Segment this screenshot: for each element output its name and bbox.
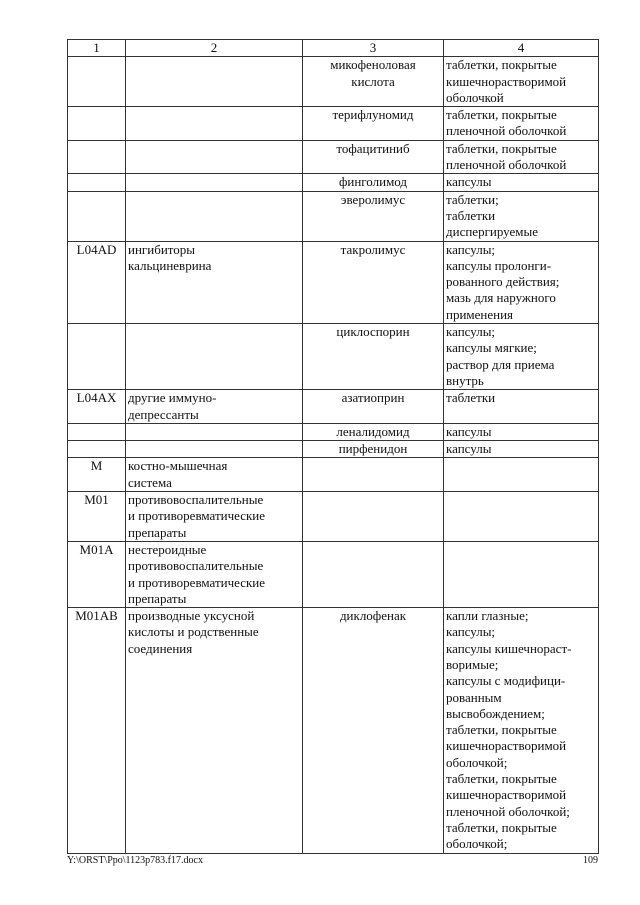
drug-name-line: циклоспорин: [336, 324, 410, 340]
dosage-forms-cell: [444, 107, 599, 141]
dosage-forms-line: капсулы: [446, 174, 492, 190]
atc-code-cell: [68, 107, 126, 141]
dosage-forms-cell: [444, 241, 599, 323]
footer-file-path: Y:\ORST\Ppo\1123p783.f17.docx: [67, 855, 203, 866]
atc-code-cell: [68, 57, 126, 107]
atc-code: M: [90, 458, 103, 474]
atc-code-cell: [68, 324, 126, 390]
dosage-forms-cell: [444, 441, 599, 458]
drug-name-cell: [303, 608, 444, 853]
drug-name-cell: [303, 324, 444, 390]
dosage-forms-line: кишечнорастворимой: [446, 787, 567, 803]
dosage-forms-line: таблетки, покрытые: [446, 57, 557, 73]
table-row: [68, 541, 599, 607]
drug-name-line: терифлуномид: [332, 107, 414, 123]
atc-code-cell: [68, 423, 126, 440]
table-row: [68, 458, 599, 492]
drug-name-cell: [303, 423, 444, 440]
drug-name-line: леналидомид: [336, 423, 410, 439]
group-name-line: препараты: [128, 524, 187, 540]
drug-name-cell: [303, 241, 444, 323]
table-row: [68, 390, 599, 424]
dosage-forms-line: капсулы: [446, 441, 492, 457]
dosage-forms-cell: [444, 492, 599, 542]
group-name-line: костно-мышечная: [128, 458, 228, 474]
atc-code-cell: [68, 608, 126, 853]
dosage-forms-line: диспергируемые: [446, 224, 539, 240]
group-name-line: препараты: [128, 590, 187, 606]
drug-name-cell: [303, 541, 444, 607]
dosage-forms-line: таблетки, покрытые: [446, 140, 557, 156]
column-header-3: 3: [303, 40, 444, 57]
group-name-cell: [126, 390, 303, 424]
drug-name-line: кислота: [351, 73, 395, 89]
dosage-forms-line: применения: [446, 306, 514, 322]
table-header-row: [68, 40, 599, 57]
dosage-forms-line: внутрь: [446, 372, 484, 388]
drug-name-cell: [303, 57, 444, 107]
drug-name-cell: [303, 107, 444, 141]
table-row: [68, 140, 599, 174]
dosage-forms-line: кишечнорастворимой: [446, 738, 567, 754]
dosage-forms-line: капсулы;: [446, 624, 496, 640]
atc-code: M01: [84, 492, 109, 508]
table-body: [68, 57, 599, 853]
group-name-cell: [126, 458, 303, 492]
dosage-forms-line: капсулы: [446, 423, 492, 439]
dosage-forms-line: таблетки, покрытые: [446, 107, 557, 123]
atc-code: M01A: [79, 541, 114, 557]
dosage-forms-cell: [444, 191, 599, 241]
atc-code-cell: [68, 191, 126, 241]
drug-name-cell: [303, 174, 444, 191]
dosage-forms-cell: [444, 608, 599, 853]
dosage-forms-line: оболочкой;: [446, 836, 508, 852]
dosage-forms-line: кишечнорастворимой: [446, 73, 567, 89]
drug-name-cell: [303, 492, 444, 542]
dosage-forms-line: таблетки, покрытые: [446, 771, 557, 787]
dosage-forms-line: таблетки, покрытые: [446, 819, 557, 835]
atc-code-cell: [68, 441, 126, 458]
drug-name-line: микофеноловая: [330, 57, 416, 73]
drug-name-cell: [303, 458, 444, 492]
dosage-forms-line: таблетки, покрытые: [446, 722, 557, 738]
drug-table: [67, 39, 599, 854]
table-row: [68, 241, 599, 323]
table-row: [68, 57, 599, 107]
group-name-line: и противоревматические: [128, 574, 266, 590]
group-name-cell: [126, 191, 303, 241]
table-row: [68, 174, 599, 191]
group-name-line: кислоты и родственные: [128, 624, 259, 640]
atc-code-cell: [68, 241, 126, 323]
group-name-line: депрессанты: [128, 406, 199, 422]
atc-code: L04AD: [76, 241, 117, 257]
dosage-forms-line: пленочной оболочкой: [446, 123, 567, 139]
drug-name-cell: [303, 390, 444, 424]
group-name-cell: [126, 541, 303, 607]
table-row: [68, 441, 599, 458]
group-name-cell: [126, 57, 303, 107]
drug-name-cell: [303, 140, 444, 174]
atc-code-cell: [68, 140, 126, 174]
group-name-cell: [126, 324, 303, 390]
atc-code-cell: [68, 458, 126, 492]
table-row: [68, 107, 599, 141]
table-row: [68, 324, 599, 390]
dosage-forms-cell: [444, 140, 599, 174]
dosage-forms-line: таблетки;: [446, 191, 499, 207]
drug-name-line: такролимус: [340, 241, 406, 257]
dosage-forms-line: рованным: [446, 689, 502, 705]
dosage-forms-cell: [444, 324, 599, 390]
group-name-cell: [126, 140, 303, 174]
group-name-line: и противоревматические: [128, 508, 266, 524]
dosage-forms-line: высвобождением;: [446, 705, 545, 721]
drug-name-line: азатиоприн: [341, 390, 405, 406]
group-name-cell: [126, 441, 303, 458]
drug-name-line: тофацитиниб: [336, 140, 410, 156]
table-row: [68, 608, 599, 853]
group-name-cell: [126, 423, 303, 440]
dosage-forms-line: таблетки: [446, 390, 496, 406]
dosage-forms-line: раствор для приема: [446, 356, 555, 372]
dosage-forms-cell: [444, 541, 599, 607]
dosage-forms-cell: [444, 390, 599, 424]
dosage-forms-cell: [444, 458, 599, 492]
drug-name-line: пирфенидон: [338, 441, 408, 457]
dosage-forms-line: капсулы;: [446, 324, 496, 340]
dosage-forms-line: пленочной оболочкой;: [446, 803, 570, 819]
group-name-cell: [126, 174, 303, 191]
group-name-line: нестероидные: [128, 541, 207, 557]
dosage-forms-line: капсулы кишечнораст-: [446, 640, 572, 656]
group-name-line: противовоспалительные: [128, 558, 264, 574]
column-header-2: 2: [126, 40, 303, 57]
drug-name-cell: [303, 441, 444, 458]
table-row: [68, 191, 599, 241]
dosage-forms-cell: [444, 174, 599, 191]
dosage-forms-line: капсулы;: [446, 241, 496, 257]
dosage-forms-line: воримые;: [446, 656, 499, 672]
dosage-forms-line: оболочкой;: [446, 754, 508, 770]
dosage-forms-line: капсулы пролонги-: [446, 257, 552, 273]
atc-code-cell: [68, 541, 126, 607]
table-row: [68, 492, 599, 542]
dosage-forms-line: капли глазные;: [446, 608, 529, 624]
dosage-forms-line: капсулы мягкие;: [446, 340, 537, 356]
group-name-line: производные уксусной: [128, 608, 255, 624]
group-name-line: противовоспалительные: [128, 492, 264, 508]
dosage-forms-cell: [444, 423, 599, 440]
table-row: [68, 423, 599, 440]
dosage-forms-line: оболочкой: [446, 89, 504, 105]
atc-code-cell: [68, 390, 126, 424]
drug-name-line: диклофенак: [339, 608, 407, 624]
group-name-line: соединения: [128, 640, 193, 656]
dosage-forms-line: рованного действия;: [446, 274, 560, 290]
group-name-line: кальциневрина: [128, 257, 212, 273]
atc-code-cell: [68, 492, 126, 542]
atc-code-cell: [68, 174, 126, 191]
drug-name-line: эверолимус: [340, 191, 406, 207]
dosage-forms-cell: [444, 57, 599, 107]
group-name-line: ингибиторы: [128, 241, 196, 257]
footer-page-number: 109: [583, 855, 598, 866]
drug-name-line: финголимод: [338, 174, 408, 190]
drug-name-cell: [303, 191, 444, 241]
group-name-cell: [126, 107, 303, 141]
group-name-cell: [126, 241, 303, 323]
dosage-forms-line: капсулы с модифици-: [446, 673, 566, 689]
dosage-forms-line: мазь для наружного: [446, 290, 556, 306]
dosage-forms-line: таблетки: [446, 207, 496, 223]
column-header-1: 1: [68, 40, 126, 57]
atc-code: M01AB: [75, 608, 118, 624]
group-name-cell: [126, 608, 303, 853]
group-name-cell: [126, 492, 303, 542]
column-header-4: 4: [444, 40, 599, 57]
atc-code: L04AX: [76, 390, 117, 406]
group-name-line: другие иммуно-: [128, 390, 217, 406]
group-name-line: система: [128, 474, 172, 490]
dosage-forms-line: пленочной оболочкой: [446, 157, 567, 173]
